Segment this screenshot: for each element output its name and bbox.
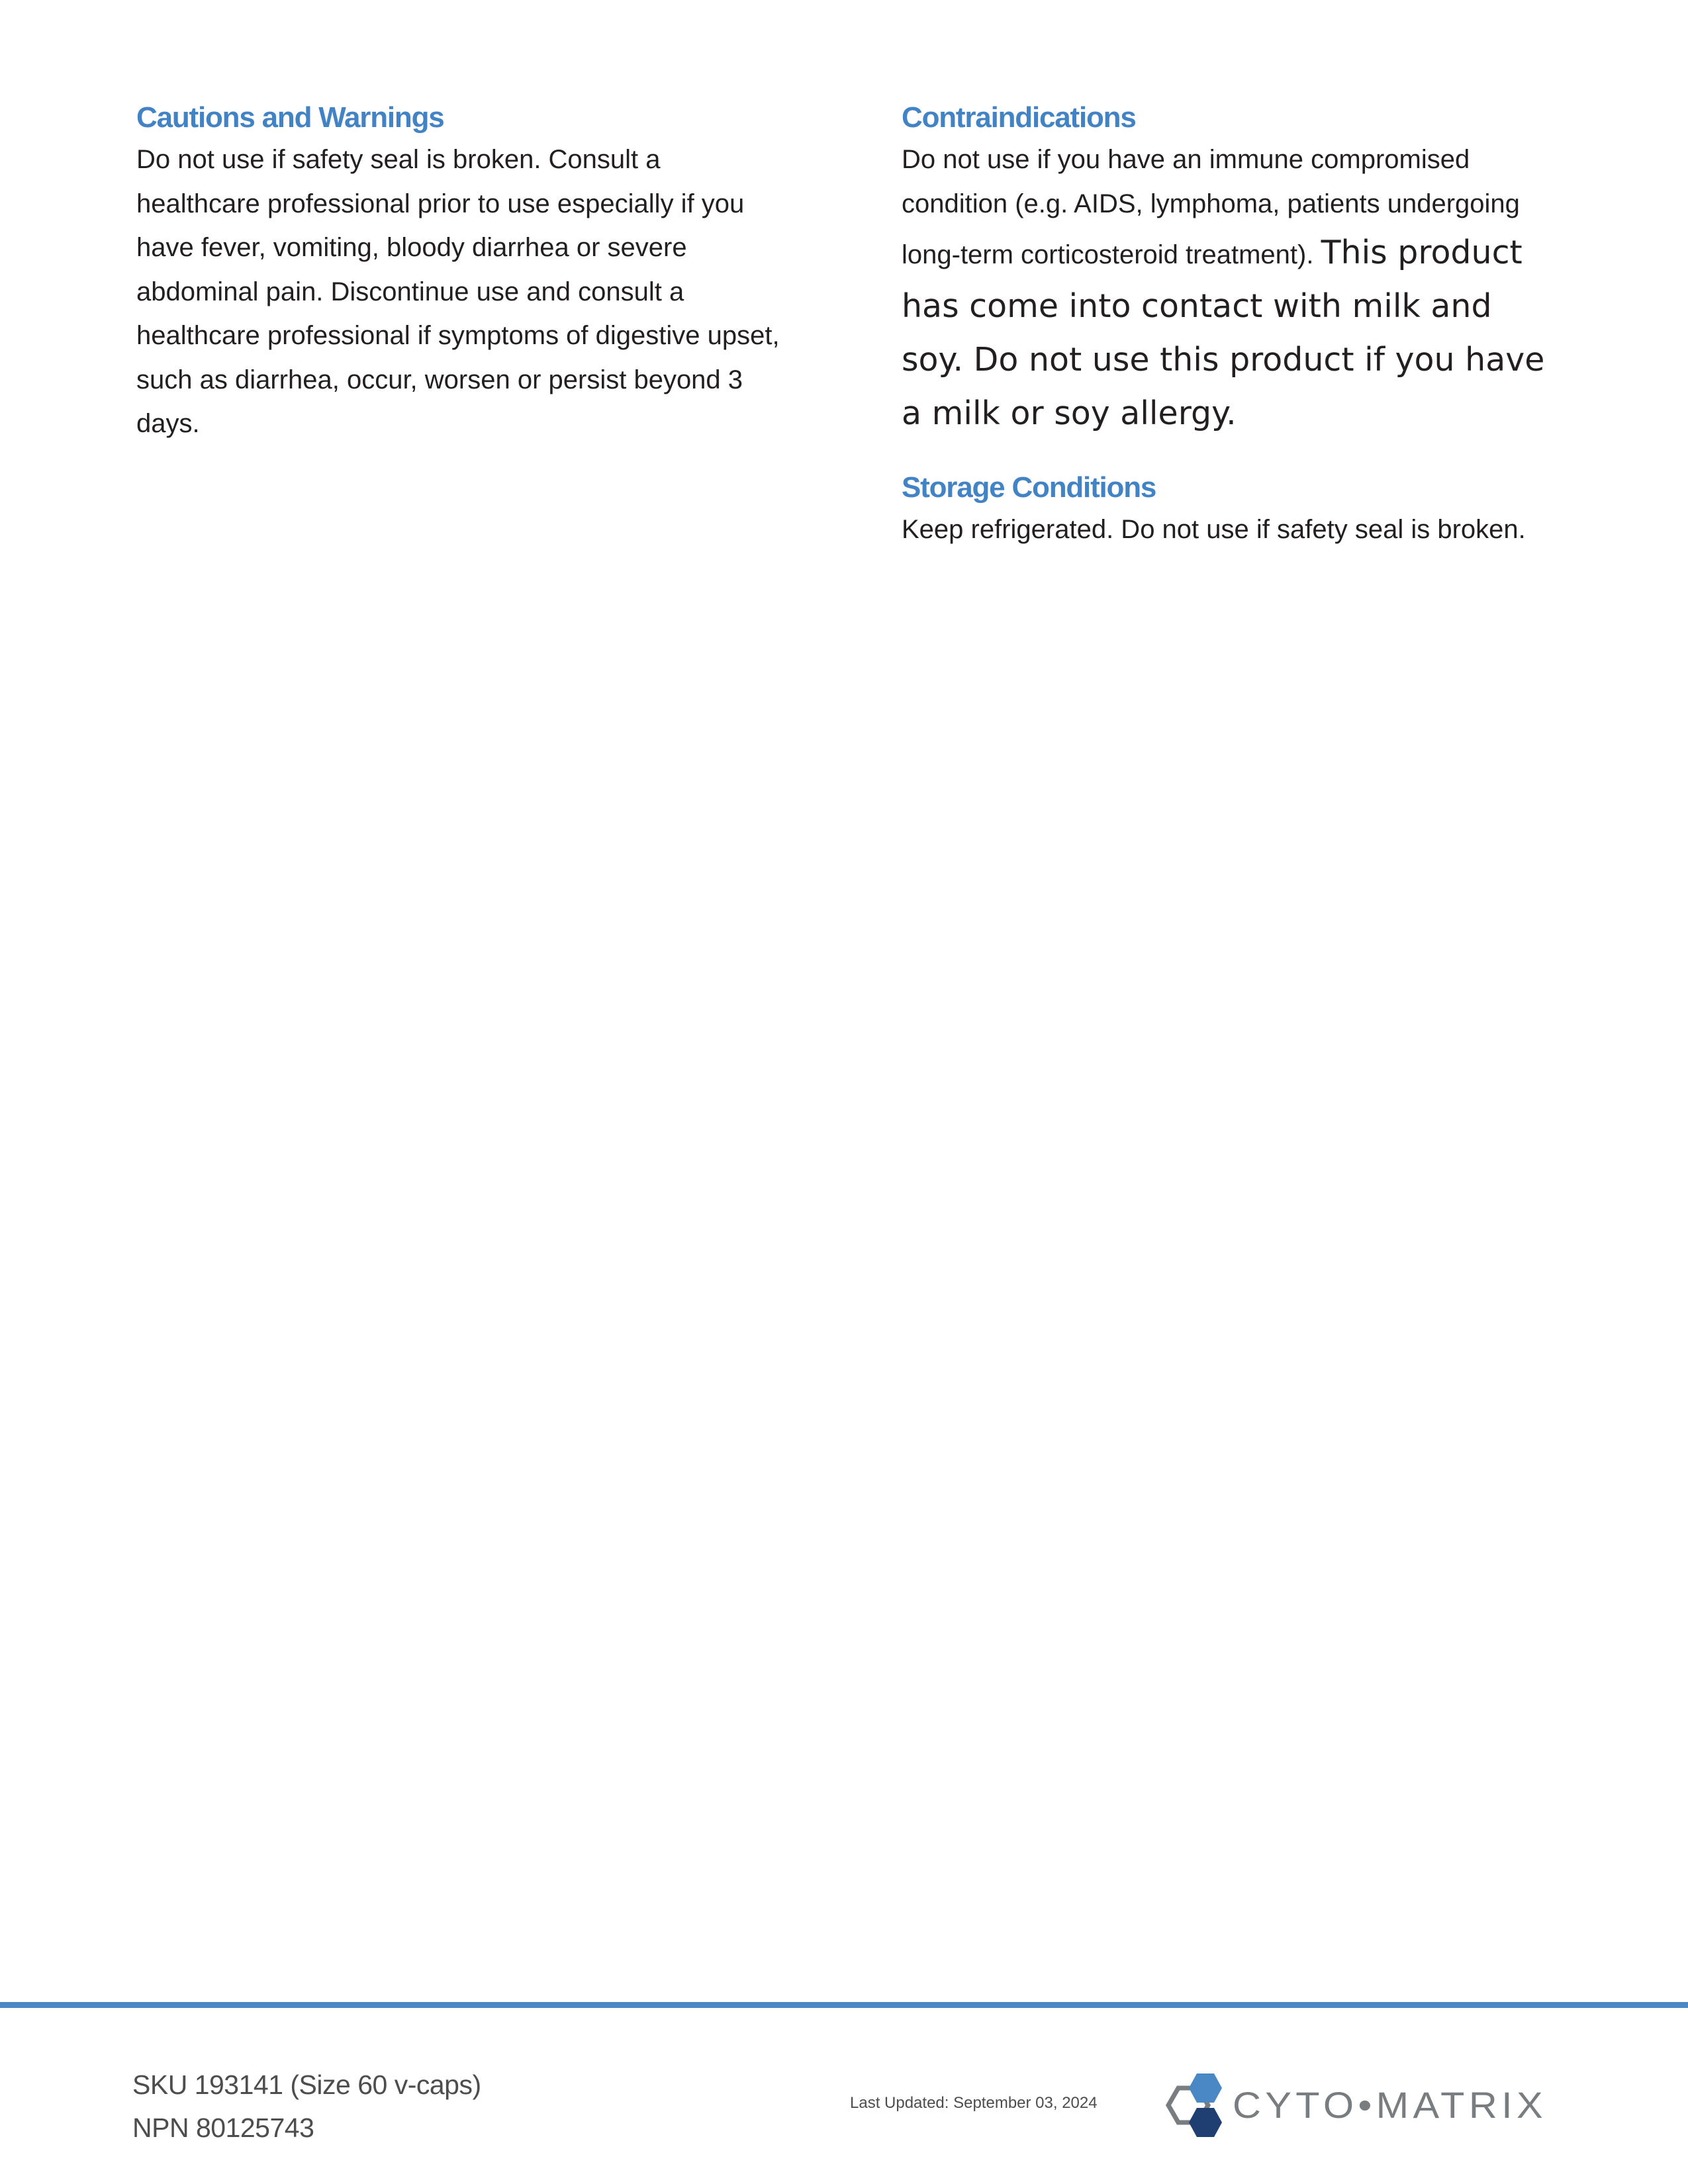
storage-section <box>902 468 1564 552</box>
hexagon-cluster-icon <box>1168 2073 1222 2137</box>
right-column <box>902 98 1564 552</box>
sku-text: SKU 193141 (Size 60 v-caps) <box>132 2070 481 2100</box>
cautions-section <box>136 98 785 446</box>
cytomatrix-logo <box>1160 2068 1557 2142</box>
logo-wordmark: CYTO•MATRIX <box>1233 2084 1547 2126</box>
footer-product-info <box>132 2064 481 2150</box>
last-updated-text: Last Updated: September 03, 2024 <box>850 2094 1098 2112</box>
contraindications-heading: Contraindications <box>902 101 1136 134</box>
contraindications-body-part1: Do not use if you have an immune compromised condition (e.g. AIDS, lymphoma, patients undergoing long-term corticosteroid treatment). <box>902 145 1520 269</box>
npn-text: NPN 80125743 <box>132 2113 314 2143</box>
logo-hexagon-dark <box>1189 2108 1222 2137</box>
logo-hexagon-light <box>1189 2073 1222 2103</box>
footer-divider <box>0 2002 1688 2008</box>
contraindications-body-part2: This product has come into contact with milk and soy. Do not use this product if you have a milk or soy allergy. <box>902 234 1545 432</box>
contraindications-body <box>902 138 1564 440</box>
storage-body: Keep refrigerated. Do not use if safety seal is broken. <box>902 515 1526 544</box>
cautions-body: Do not use if safety seal is broken. Consult a healthcare professional prior to use especially if you have fever, vomiting, bloody diarrhea or severe abdominal pain. Discontinue use and consult a healthcare professional if symptoms of digestive upset, such as diarrhea, occur, worsen or persist beyond 3 days. <box>136 145 780 438</box>
cautions-heading: Cautions and Warnings <box>136 101 444 134</box>
storage-heading: Storage Conditions <box>902 471 1156 504</box>
contraindications-section <box>902 98 1564 440</box>
